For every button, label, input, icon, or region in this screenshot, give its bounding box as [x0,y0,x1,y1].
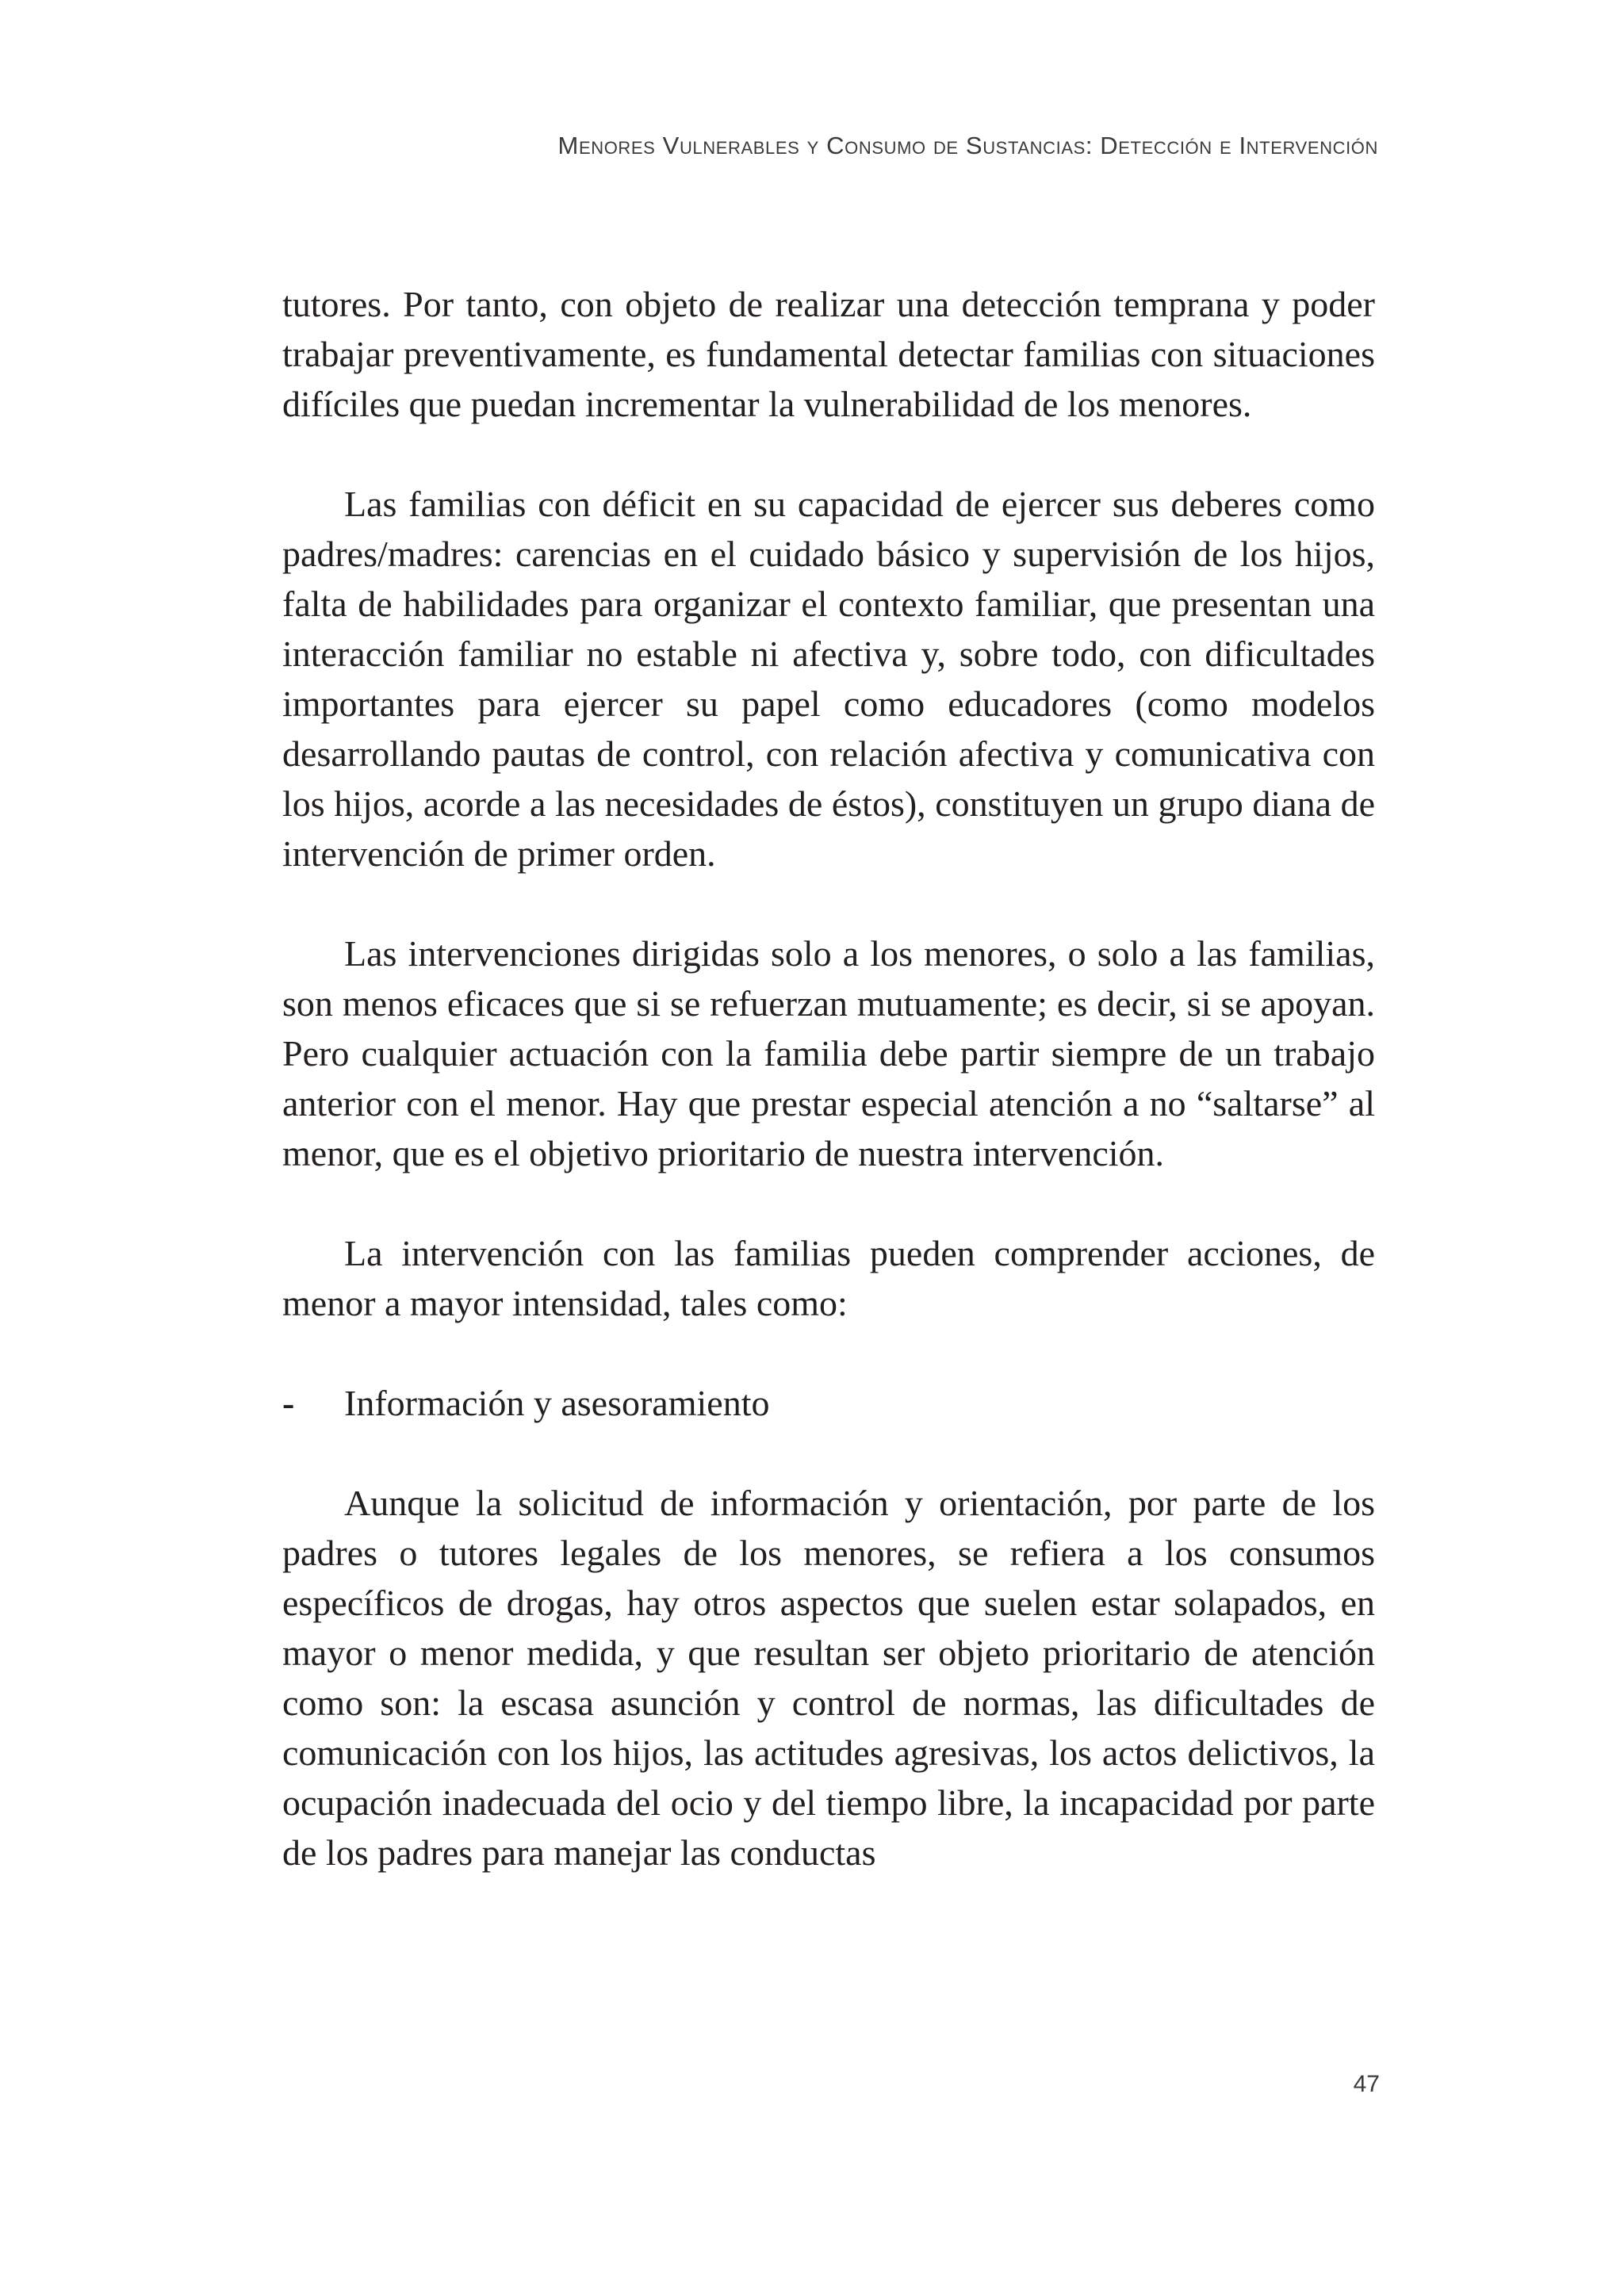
body-text [282,279,1375,1878]
list-item [282,1378,1375,1428]
paragraph-intervention-actions: La intervención con las familias pueden comprender acciones, de menor a mayor intensidad, tales como: [282,1233,1375,1323]
paragraph-continuation: tutores. Por tanto, con objeto de realizar una detección temprana y poder trabajar preventivamente, es fundamental detectar familias con situaciones difíciles que puedan incrementar la vulnerabilidad de los menores. [282,284,1375,424]
paragraph-families-deficit: Las familias con déficit en su capacidad de ejercer sus deberes como padres/madres: carencias en el cuidado básico y supervisión de los hijos, falta de habilidades para organizar el contexto familiar, que presentan una interacción familiar no estable ni afectiva y, sobre todo, con dificultades importantes para ejercer su papel como educadores (como modelos desarrollando pautas de control, con relación afectiva y comunicativa con los hijos, acorde a las necesidades de éstos), constituyen un grupo diana de intervención de primer orden. [282,484,1375,874]
paragraph-information-request: Aunque la solicitud de información y orientación, por parte de los padres o tutores legales de los menores, se refiera a los consumos específicos de drogas, hay otros aspectos que suelen estar solapados, en mayor o menor medida, y que resultan ser objeto prioritario de atención como son: la escasa asunción y control de normas, las dificultades de comunicación con los hijos, las actitudes agresivas, los actos delictivos, la ocupación inadecuada del ocio y del tiempo libre, la incapacidad por parte de los padres para manejar las conductas [282,1483,1375,1873]
paragraph-interventions: Las intervenciones dirigidas solo a los menores, o solo a las familias, son menos eficaces que si se refuerzan mutuamente; es decir, si se apoyan. Pero cualquier actuación con la familia debe partir siempre de un trabajo anterior con el menor. Hay que prestar especial atención a no “saltarse” al menor, que es el objetivo prioritario de nuestra intervención. [282,933,1375,1173]
list-marker: - [282,1383,295,1423]
page-number: 47 [1353,2071,1380,2097]
running-header: Menores Vulnerables y Consumo de Sustancias: Detección e Intervención [557,132,1378,159]
list-item-text: Información y asesoramiento [344,1383,770,1423]
